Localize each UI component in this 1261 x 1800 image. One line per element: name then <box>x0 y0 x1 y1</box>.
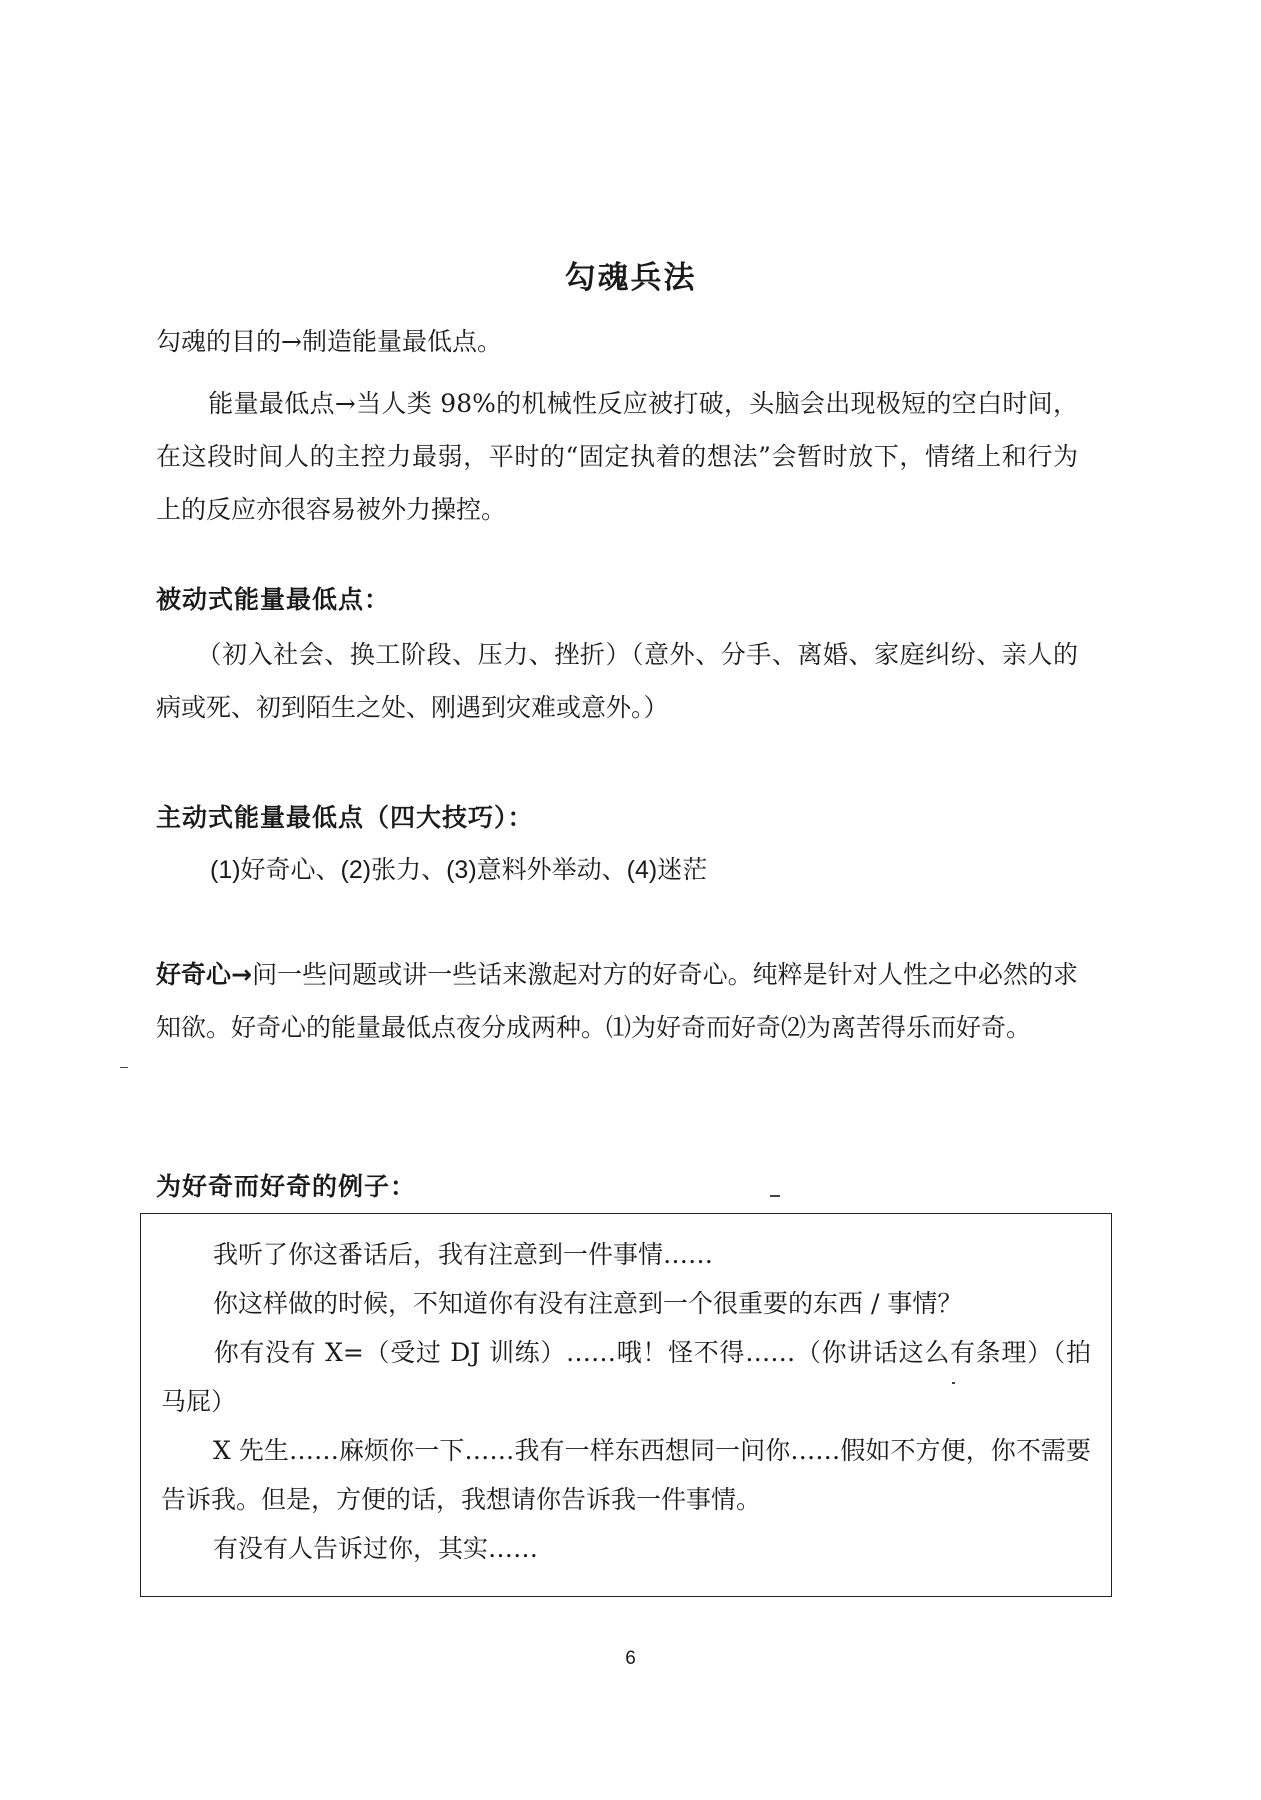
scan-speck <box>120 1067 128 1068</box>
example-item <box>161 1524 1091 1573</box>
definition-paragraph <box>156 377 1078 536</box>
techniques-line: (1)好奇心、(2)张力、(3)意料外举动、(4)迷茫 <box>210 856 708 884</box>
example-text: 你这样做的时候，不知道你有没有注意到一个很重要的东西 / 事情？ <box>213 1289 963 1318</box>
curiosity-paragraph <box>156 948 1078 1054</box>
example-text: 有没有人告诉过你，其实…… <box>213 1534 539 1563</box>
purpose-line: 勾魂的目的→制造能量最低点。 <box>156 327 502 356</box>
curiosity-text: 问一些问题或讲一些话来激起对方的好奇心。纯粹是针对人性之中必然的求知欲。好奇心的能量最低点夜分成两种。⑴为好奇而好奇⑵为离苦得乐而好奇。 <box>156 960 1078 1042</box>
example-item <box>161 1328 1091 1426</box>
page-number: 6 <box>625 1648 636 1669</box>
example-item <box>161 1426 1091 1524</box>
example-text: 你有没有 X=（受过 DJ 训练）……哦！怪不得……（你讲话这么有条理）（拍马屁） <box>161 1338 1091 1416</box>
definition-text: 能量最低点→当人类 98%的机械性反应被打破，头脑会出现极短的空白时间，在这段时间人的主控力最弱，平时的“固定执着的想法”会暂时放下，情绪上和行为上的反应亦很容易被外力操控。 <box>156 389 1078 524</box>
example-text: 我听了你这番话后，我有注意到一件事情…… <box>213 1240 714 1269</box>
active-heading: 主动式能量最低点（四大技巧）： <box>156 803 534 832</box>
examples-box <box>140 1213 1112 1597</box>
curiosity-lead: 好奇心→ <box>156 960 253 989</box>
passive-text: （初入社会、换工阶段、压力、挫折）（意外、分手、离婚、家庭纠纷、亲人的病或死、初到陌生之处、刚遇到灾难或意外。） <box>156 640 1078 722</box>
example-item <box>161 1230 1091 1279</box>
examples-heading: 为好奇而好奇的例子： <box>156 1172 417 1201</box>
example-item <box>161 1279 1091 1328</box>
passive-paragraph <box>156 628 1078 734</box>
passive-heading: 被动式能量最低点： <box>156 585 391 614</box>
scan-speck <box>770 1195 780 1197</box>
document-title: 勾魂兵法 <box>564 260 697 296</box>
example-text: X 先生……麻烦你一下……我有一样东西想同一问你……假如不方便，你不需要告诉我。但是，方便的话，我想请你告诉我一件事情。 <box>161 1436 1091 1514</box>
